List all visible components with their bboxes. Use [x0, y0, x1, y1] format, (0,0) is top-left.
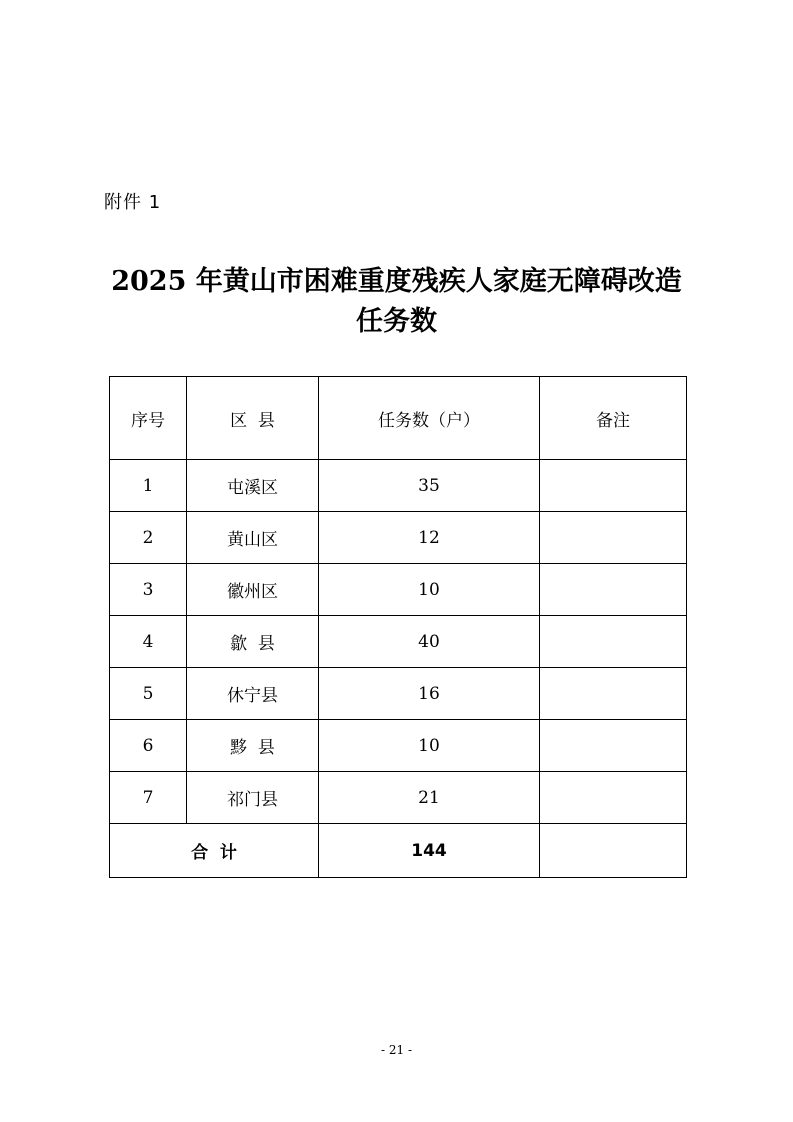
task-table: [109, 376, 687, 878]
row-index: 7: [110, 772, 187, 824]
attachment-label: 附件 1: [104, 192, 162, 213]
table-row: [110, 512, 687, 564]
table-header-row: [110, 377, 687, 460]
document-title-line1: 2025 年黄山市困难重度残疾人家庭无障碍改造: [111, 266, 682, 297]
row-index: 5: [110, 668, 187, 720]
row-index: 3: [110, 564, 187, 616]
table-total-row: [110, 824, 687, 878]
row-remarks: [540, 720, 687, 772]
header-tasks: 任务数（户）: [319, 377, 540, 460]
total-remarks: [540, 824, 687, 878]
document-title-line2: 任务数: [356, 306, 437, 337]
row-district: 黄山区: [187, 512, 319, 564]
row-tasks: 16: [319, 668, 540, 720]
row-tasks: 40: [319, 616, 540, 668]
row-index: 2: [110, 512, 187, 564]
total-label: 合 计: [110, 824, 319, 878]
row-remarks: [540, 564, 687, 616]
row-district: 休宁县: [187, 668, 319, 720]
row-remarks: [540, 512, 687, 564]
row-remarks: [540, 668, 687, 720]
row-tasks: 35: [319, 460, 540, 512]
row-district: 屯溪区: [187, 460, 319, 512]
row-district: 歙 县: [187, 616, 319, 668]
row-district: 徽州区: [187, 564, 319, 616]
row-tasks: 10: [319, 564, 540, 616]
row-district: 祁门县: [187, 772, 319, 824]
table-row: [110, 668, 687, 720]
header-remarks: 备注: [540, 377, 687, 460]
row-remarks: [540, 772, 687, 824]
table-row: [110, 616, 687, 668]
row-tasks: 10: [319, 720, 540, 772]
row-index: 4: [110, 616, 187, 668]
row-index: 6: [110, 720, 187, 772]
table-row: [110, 720, 687, 772]
table-row: [110, 564, 687, 616]
table-row: [110, 460, 687, 512]
table-row: [110, 772, 687, 824]
header-index: 序号: [110, 377, 187, 460]
page-number: - 21 -: [380, 1043, 412, 1057]
row-remarks: [540, 616, 687, 668]
row-index: 1: [110, 460, 187, 512]
header-district: 区 县: [187, 377, 319, 460]
row-district: 黟 县: [187, 720, 319, 772]
row-tasks: 21: [319, 772, 540, 824]
row-tasks: 12: [319, 512, 540, 564]
total-tasks: 144: [319, 824, 540, 878]
row-remarks: [540, 460, 687, 512]
